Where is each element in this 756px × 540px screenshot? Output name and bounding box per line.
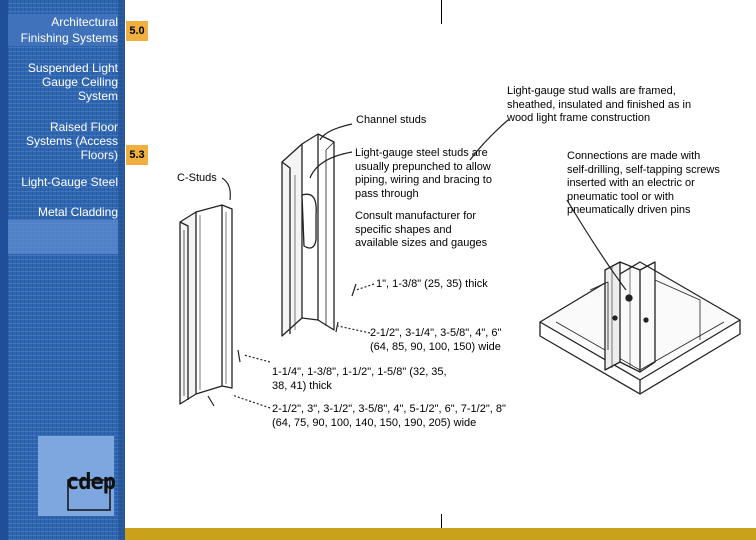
section-title: Architectural Finishing Systems bbox=[8, 14, 118, 46]
sidebar-item-metal-cladding[interactable]: Metal Cladding bbox=[37, 205, 118, 219]
sidebar-item-raised-floor[interactable]: Raised Floor Systems (Access Floors) bbox=[25, 120, 118, 162]
connection-drawing bbox=[540, 262, 740, 394]
c-studs-label: C-Studs bbox=[177, 172, 217, 184]
raised-floor-badge: 5.3 bbox=[126, 145, 148, 165]
cstud-width-note: 2-1/2", 3", 3-1/2", 3-5/8", 4", 5-1/2", 6", 7-1/2", 8" (64, 75, 90, 100, 140, 150, 190, 205) wide bbox=[272, 403, 506, 429]
walls-note: Light-gauge stud walls are framed, sheathed, insulated and finished as in wood light frame construction bbox=[507, 85, 692, 124]
channel-stud-drawing bbox=[282, 134, 334, 336]
channel-thickness-note: 1", 1-3/8" (25, 35) thick bbox=[376, 278, 488, 290]
cstud-thickness-note: 1-1/4", 1-3/8", 1-1/2", 1-5/8" (32, 35, 38, 41) thick bbox=[272, 366, 447, 392]
channel-width-note: 2-1/2", 3-1/4", 3-5/8", 4", 6" (64, 85, 90, 100, 150) wide bbox=[370, 327, 502, 353]
section-number-badge: 5.0 bbox=[126, 21, 148, 41]
connections-note: Connections are made with self-drilling, self-tapping screws inserted with an electric or pneumatic tool or with pneumatically driven pins bbox=[567, 150, 720, 216]
prepunched-note: Light-gauge steel studs are usually prepunched to allow piping, wiring and bracing to pass through bbox=[355, 147, 492, 200]
sidebar-item-suspended-ceiling[interactable]: Suspended Light Gauge Ceiling System bbox=[27, 61, 118, 103]
sidebar-item-light-gauge-steel[interactable]: Light-Gauge Steel bbox=[21, 175, 118, 189]
c-stud-drawing bbox=[180, 205, 232, 404]
consult-note: Consult manufacturer for specific shapes and available sizes and gauges bbox=[355, 210, 488, 249]
cdep-logo: cdep bbox=[66, 470, 115, 495]
channel-studs-label: Channel studs bbox=[356, 114, 427, 126]
